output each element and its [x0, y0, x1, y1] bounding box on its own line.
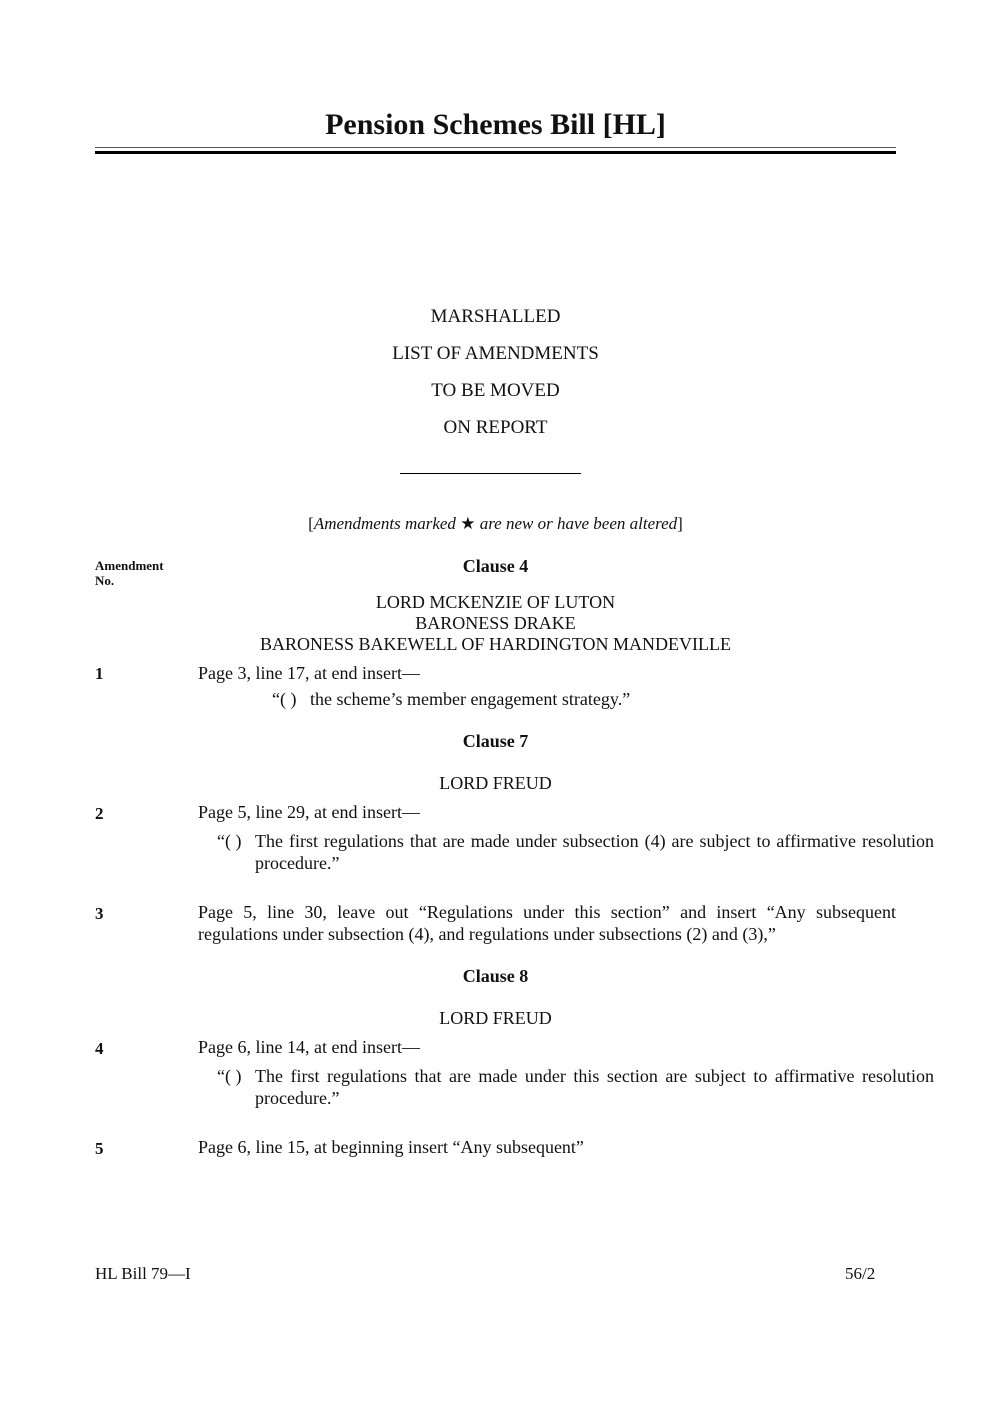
- amendment-text: Page 6, line 15, at beginning insert “Any subsequent”: [198, 1137, 584, 1157]
- amendment-text: Page 6, line 14, at end insert—: [198, 1037, 420, 1057]
- peer-name: LORD FREUD: [439, 773, 552, 793]
- footer-bill-number: HL Bill 79—I: [95, 1264, 191, 1283]
- star-icon: ★: [460, 514, 476, 533]
- divider: [400, 473, 581, 474]
- cover-line: LIST OF AMENDMENTS: [392, 343, 599, 364]
- peer-name: LORD MCKENZIE OF LUTON: [375, 592, 616, 612]
- amendment-number-header: Amendment No.: [95, 558, 164, 588]
- title-rule-thin: [95, 147, 896, 148]
- peer-name: BARONESS BAKEWELL OF HARDINGTON MANDEVILLE: [260, 634, 731, 654]
- amendment-number: 1: [95, 664, 104, 683]
- amendments-note: [Amendments marked ★ are new or have been altered]: [308, 514, 683, 533]
- amendment-number: 2: [95, 804, 104, 823]
- amendment-number: 3: [95, 904, 104, 923]
- amendment-quote: “( ) The first regulations that are made under this section are subject to affirmative resolution procedure.”: [217, 1066, 934, 1108]
- cover-line: TO BE MOVED: [431, 380, 560, 401]
- clause-heading: Clause 8: [462, 966, 529, 986]
- title-rule-thick: [95, 151, 896, 154]
- amendment-quote: “( ) the scheme’s member engagement strategy.”: [272, 689, 631, 709]
- peer-name: BARONESS DRAKE: [415, 613, 576, 633]
- amendment-text: Page 5, line 30, leave out “Regulations under this section” and insert “Any subsequent regulations under subsection (4), and regulations under subsections (2) and (3),”: [198, 902, 896, 944]
- amendment-text: Page 5, line 29, at end insert—: [198, 802, 420, 822]
- clause-heading: Clause 4: [462, 556, 529, 576]
- amendment-quote: “( ) The first regulations that are made under subsection (4) are subject to affirmative resolution procedure.”: [217, 831, 934, 873]
- amendment-number: 4: [95, 1039, 104, 1058]
- peer-name: LORD FREUD: [439, 1008, 552, 1028]
- footer-page-ref: 56/2: [845, 1264, 876, 1283]
- document-title: Pension Schemes Bill [HL]: [325, 108, 666, 141]
- clause-heading: Clause 7: [462, 731, 529, 751]
- amendment-number: 5: [95, 1139, 104, 1158]
- cover-line: MARSHALLED: [430, 306, 561, 327]
- cover-line: ON REPORT: [443, 417, 548, 438]
- amendment-text: Page 3, line 17, at end insert—: [198, 663, 420, 683]
